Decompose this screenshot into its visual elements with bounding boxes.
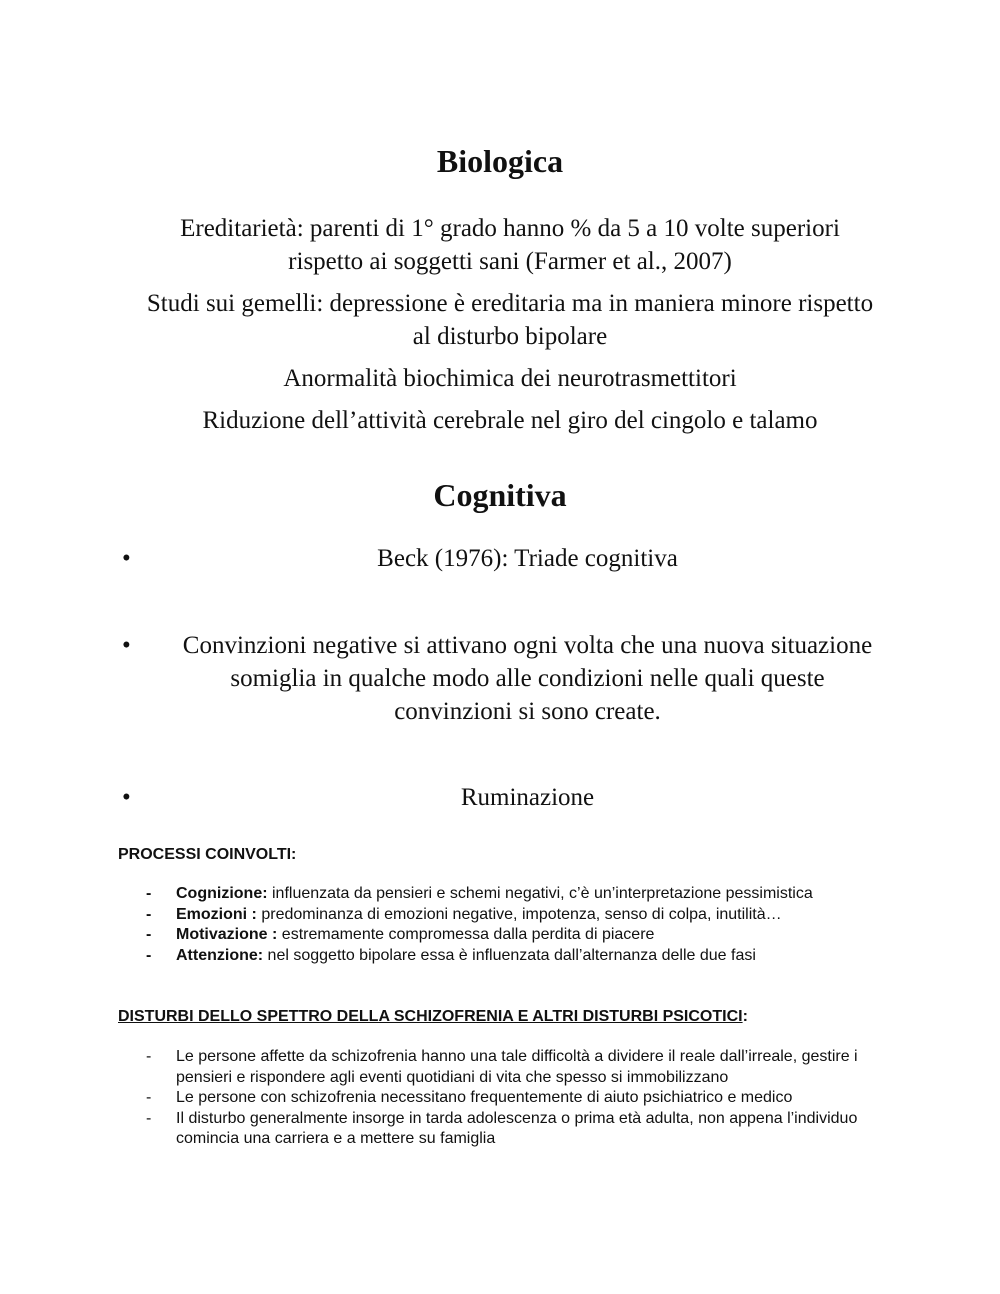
list-item (0, 1047, 1000, 1088)
list-item (0, 1088, 1000, 1109)
dash-marker: - (146, 885, 152, 902)
bullet-text-beck: Beck (1976): Triade cognitiva (377, 545, 678, 572)
bullet-icon: • (122, 632, 131, 659)
list-item-text: Le persone con schizofrenia necessitano frequentemente di aiuto psichiatrico e medico (176, 1089, 793, 1106)
dash-marker: - (146, 1089, 152, 1106)
term-label: Cognizione: (176, 885, 268, 902)
term-label: Emozioni : (176, 905, 257, 923)
section-title-cognitiva: Cognitiva (433, 477, 567, 513)
paragraph-studi-gemelli: Studi sui gemelli: depressione è ereditaria ma in maniera minore rispetto al disturbo bipolare (146, 290, 874, 350)
term-description: nel soggetto bipolare essa è influenzata dall’alternanza delle due fasi (263, 946, 756, 964)
list-item (0, 905, 1000, 926)
list-item (0, 925, 1000, 946)
dash-marker: - (146, 905, 152, 923)
list-item-text: Il disturbo generalmente insorge in tarda adolescenza o prima età adulta, non appena l’individuo comincia una carriera e a mettere su famiglia (176, 1109, 858, 1147)
term-label: Attenzione: (176, 946, 264, 964)
list-item (0, 946, 1000, 967)
disturbi-list (0, 1047, 1000, 1150)
list-item (0, 884, 1000, 905)
paragraph-riduzione: Riduzione dell’attività cerebrale nel giro del cingolo e talamo (202, 407, 818, 434)
dash-marker: - (146, 926, 152, 943)
bullet-text-convinzioni: Convinzioni negative si attivano ogni volta che una nuova situazione somiglia in qualche modo alle condizioni nelle quali queste convinzioni si sono create. (182, 632, 873, 725)
bullet-text-ruminazione: Ruminazione (460, 784, 595, 811)
term-description: predominanza di emozioni negative, impotenza, senso di colpa, inutilità… (256, 905, 782, 923)
term-label: Motivazione : (176, 926, 278, 943)
heading-processi-coinvolti: PROCESSI COINVOLTI: (118, 846, 297, 863)
dash-marker: - (146, 1048, 152, 1065)
processi-list (0, 884, 1000, 966)
dash-marker: - (146, 1109, 152, 1127)
heading-colon: : (742, 1008, 748, 1025)
paragraph-ereditarieta: Ereditarietà: parenti di 1° grado hanno % da 5 a 10 volte superiori rispetto ai soggetti sani (Farmer et al., 2007) (180, 215, 840, 275)
section-title-biologica: Biologica (436, 143, 564, 179)
heading-disturbi-schizofrenia (118, 1007, 748, 1027)
heading-text: DISTURBI DELLO SPETTRO DELLA SCHIZOFRENIA E ALTRI DISTURBI PSICOTICI (118, 1008, 743, 1025)
list-item-text: Le persone affette da schizofrenia hanno una tale difficoltà a dividere il reale dall’irreale, gestire i pensieri e rispondere agli eventi quotidiani di vita che spesso si immobilizzano (176, 1048, 858, 1086)
paragraph-anormalita: Anormalità biochimica dei neurotrasmettitori (283, 365, 737, 392)
bullet-icon: • (122, 545, 131, 572)
term-description: estremamente compromessa dalla perdita di piacere (277, 926, 655, 943)
term-description: influenzata da pensieri e schemi negativi, c’è un’interpretazione pessimistica (267, 885, 813, 902)
list-item (0, 1109, 1000, 1150)
bullet-icon: • (122, 784, 131, 811)
dash-marker: - (146, 946, 152, 964)
